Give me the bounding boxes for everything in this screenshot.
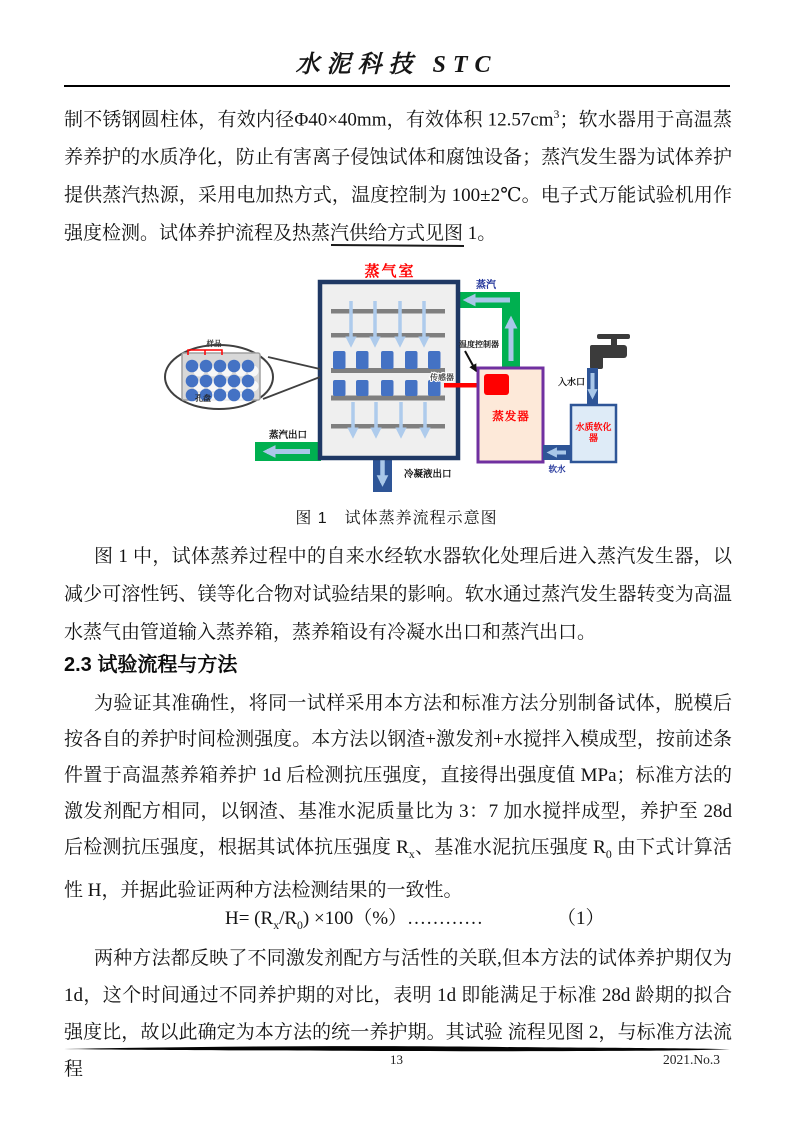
sample-tray-callout — [165, 338, 320, 409]
evaporator-label: 蒸发器 — [492, 411, 530, 423]
soft-water-pipe — [543, 445, 571, 460]
water-softener-label-line1: 水质软化 — [575, 422, 612, 432]
paragraph-text: 为验证其准确性，将同一试样采用本方法和标准方法分别制备试体，脱模后按各自的养护时间检测强度。本方法以钢渣+激发剂+水搅拌入模成型，按前述条件置于高温蒸养箱养护 1d 后检测抗压强度，直接得出强度值 MPa；标准方法的激发剂配方相同，以钢渣、基准水泥质量比为 3：7 加水搅拌成型，养护至 28d 后检测抗压强度，根据其试体抗压强度 R — [64, 693, 732, 858]
paragraph-text: ；软水器用于高温蒸养养护的水质净化，防止有害离子侵蚀试体和腐蚀设备；蒸汽发生器为试体养护提供蒸汽热源，采用电加热方式，温度控制为 100±2℃。电子式万能试验机用作强度检测。试体养护流程及热蒸汽供给方式见图 1。 — [64, 109, 732, 245]
temperature-controller-label: 温度控制器 — [459, 340, 499, 349]
issue-number: 2021.No.3 — [663, 1052, 720, 1067]
water-inlet-pipe — [587, 368, 598, 407]
subscript-x: x — [273, 918, 280, 932]
formula-text: /R — [279, 908, 298, 929]
hole-tray-label: 孔盘 — [195, 394, 211, 403]
paragraph-text: 、基准水泥抗压强度 R — [414, 837, 606, 858]
subscript-0: 0 — [297, 918, 303, 932]
chamber-title-label: 蒸气室 — [364, 263, 416, 280]
figure-steam-curing-diagram — [160, 243, 642, 503]
diagram-svg — [160, 243, 642, 503]
faucet-icon — [590, 334, 630, 369]
steam-outlet-pipe — [255, 442, 321, 461]
page-number: 13 — [390, 1052, 403, 1067]
header-rule — [64, 85, 730, 87]
formula-text: ) ×100（%）………… — [302, 908, 484, 929]
superscript-3: 3 — [553, 108, 560, 121]
evaporator — [478, 368, 543, 462]
formula-activity — [225, 903, 605, 933]
water-softener — [571, 405, 616, 462]
paragraph-text: 由下式计算活性 H，并据此验证两种方法检测结果的一致性。 — [64, 837, 732, 901]
paragraph-method — [64, 686, 732, 909]
steam-chamber — [320, 282, 458, 458]
paragraph-figure-description: 图 1 中，试体蒸养过程中的自来水经软水器软化处理后进入蒸汽发生器，以减少可溶性钙、镁等化合物对试验结果的影响。软水通过蒸汽发生器转变为高温水蒸气由管道输入蒸养箱，蒸养箱设有冷凝水出口和蒸汽出口。 — [64, 546, 732, 643]
sensor-box — [484, 374, 509, 395]
paragraph-discussion: 两种方法都反映了不同激发剂配方与活性的关联,但本方法的试体养护期仅为 1d，这个时间通过不同养护期的对比，表明 1d 即能满足于标准 28d 龄期的拟合强度比，故以此确定为本方法的统一养护期。其试验 流程见图 2，与标准方法流程 — [64, 948, 732, 1080]
formula-number: （1） — [557, 908, 605, 929]
steam-outlet-label: 蒸汽出口 — [268, 430, 308, 441]
water-inlet-label: 入水口 — [557, 377, 585, 387]
steam-label: 蒸汽 — [476, 280, 496, 291]
section-heading-2-3: 2.3 试验流程与方法 — [64, 654, 238, 676]
water-softener-label-line2: 器 — [588, 433, 599, 443]
condensate-outlet-label: 冷凝液出口 — [404, 469, 452, 480]
condensate-pipe — [373, 455, 392, 492]
figure-artifact-line — [331, 245, 464, 246]
soft-water-label: 软水 — [548, 464, 566, 474]
sample-label: 样品 — [206, 339, 222, 348]
paragraph-apparatus — [64, 96, 732, 253]
subscript-x: x — [408, 847, 415, 861]
formula-text: H= (R — [225, 908, 274, 929]
journal-title: 水泥科技 STC — [295, 52, 498, 78]
formula-expression — [225, 908, 484, 932]
steam-supply-pipe — [456, 292, 520, 369]
subscript-0: 0 — [605, 847, 612, 861]
sensor-label: 传感器 — [430, 373, 454, 382]
figure-caption: 图 1 试体蒸养流程示意图 — [295, 510, 498, 527]
temperature-controller-pointer — [465, 351, 476, 371]
paragraph-text: 制不锈钢圆柱体，有效内径Φ40×40mm，有效体积 12.57cm — [64, 109, 554, 131]
